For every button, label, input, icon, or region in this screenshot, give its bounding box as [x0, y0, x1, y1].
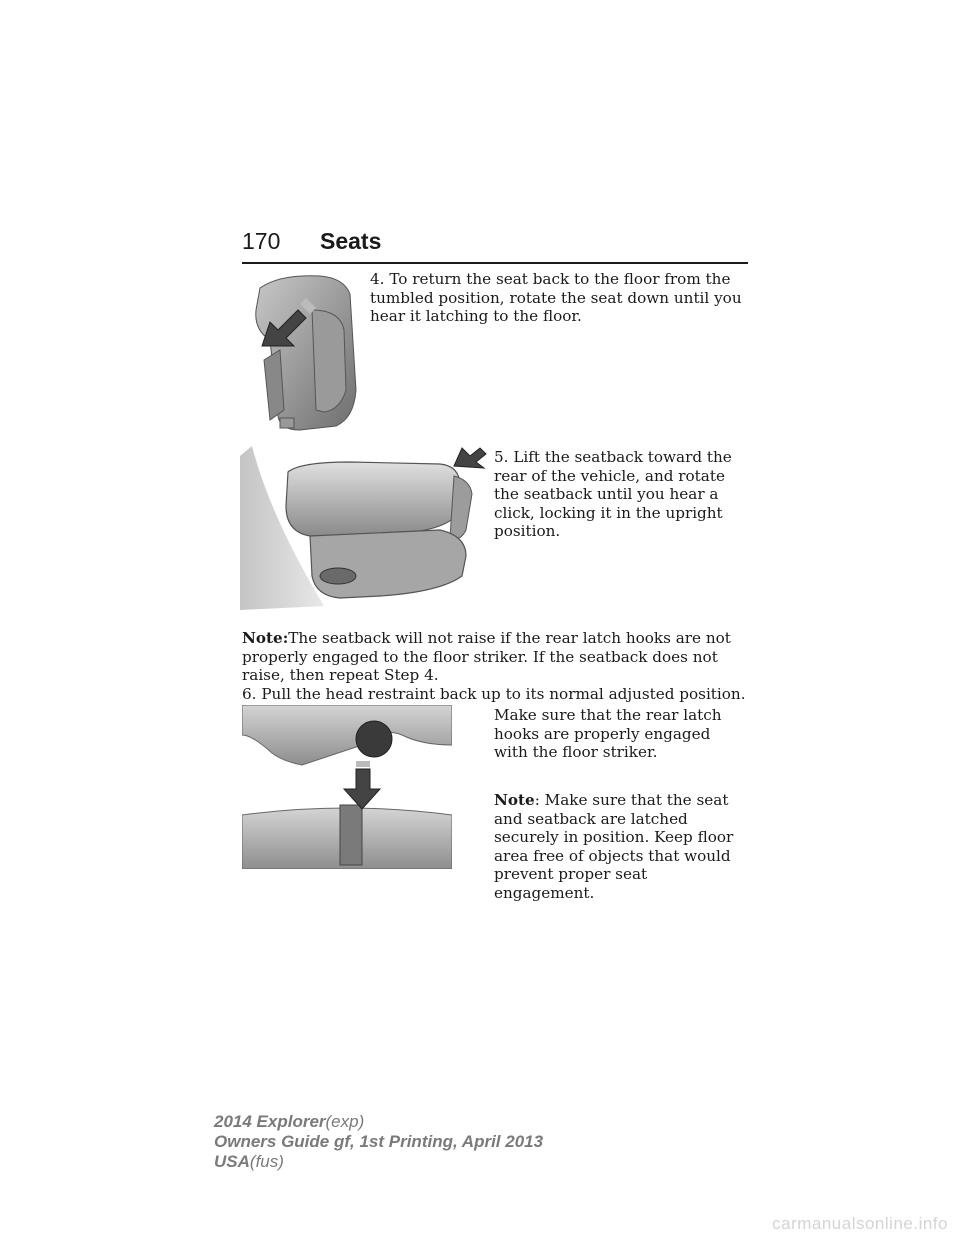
note-2-label: Note: [494, 791, 535, 809]
arrow-icon: [344, 761, 380, 809]
footer-edition: Owners Guide gf, 1st Printing, April 2013: [214, 1132, 544, 1151]
page-number: 170: [242, 228, 281, 254]
tumbled-seat-illustration: [240, 270, 366, 435]
latch-check-text: Make sure that the rear latch hooks are properly engaged with the floor striker.: [494, 706, 722, 762]
step-5-text: 5. Lift the seatback toward the rear of the vehicle, and rotate the seatback until you hear a click, locking it in the upright position.: [494, 448, 732, 541]
note-1-label: Note:: [242, 629, 289, 647]
footer-market-code: (fus): [249, 1152, 284, 1171]
note-2: [494, 791, 748, 903]
arrow-icon: [454, 448, 486, 468]
footer-market: USA: [214, 1152, 250, 1171]
footer-model: 2014 Explorer: [214, 1112, 326, 1131]
page-header: [242, 228, 748, 264]
seatback-lift-illustration: [240, 446, 490, 610]
note-1-text: The seatback will not raise if the rear latch hooks are not properly engaged to the floor striker. If the seatback does not raise, then repeat Step 4.: [242, 629, 731, 685]
watermark: carmanualsonline.info: [772, 1214, 948, 1233]
step-4-text: 4. To return the seat back to the floor from the tumbled position, rotate the seat down until you hear it latching to the floor.: [370, 270, 742, 326]
footer-model-code: (exp): [325, 1112, 365, 1131]
note-2-text: : Make sure that the seat and seatback are latched securely in position. Keep floor area free of objects that would prevent proper seat engagement.: [494, 791, 734, 902]
note-1: [242, 629, 748, 685]
page-footer: [214, 1112, 543, 1172]
latch-striker-illustration: [242, 705, 452, 869]
step-6-text: 6. Pull the head restraint back up to its normal adjusted position.: [242, 685, 746, 703]
section-title: Seats: [320, 228, 382, 254]
